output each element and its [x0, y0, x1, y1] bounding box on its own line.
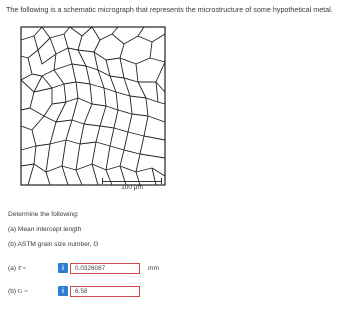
answer-b-input[interactable]: 6.58	[70, 286, 140, 297]
info-icon[interactable]: i	[58, 286, 68, 296]
answer-b-label	[8, 288, 58, 295]
scale-line	[102, 181, 162, 182]
answer-row-a	[8, 261, 159, 275]
part-b-prompt: (b) ASTM grain size number, G	[8, 241, 99, 248]
question-intro: The following is a schematic micrograph that represents the microstructure of some hypothetical metal.	[6, 5, 333, 14]
answer-a-label	[8, 265, 58, 272]
part-a-prompt: (a) Mean intercept length	[8, 226, 82, 233]
answer-b-symbol: G =	[17, 287, 28, 295]
answer-row-b	[8, 284, 140, 298]
scale-bar	[102, 175, 162, 197]
answer-a-part: (a)	[8, 264, 17, 272]
micrograph-image	[20, 26, 166, 186]
answer-a-input[interactable]: 0.0326087	[70, 263, 140, 274]
info-icon[interactable]: i	[58, 263, 68, 273]
grain-structure-drawing	[20, 26, 166, 186]
answer-a-symbol: ℓ̄ =	[17, 264, 27, 272]
determine-label: Determine the following:	[8, 211, 79, 218]
answer-b-part: (b)	[8, 287, 17, 295]
scale-label: 100 μm	[121, 184, 143, 191]
answer-a-unit: mm	[148, 264, 159, 272]
